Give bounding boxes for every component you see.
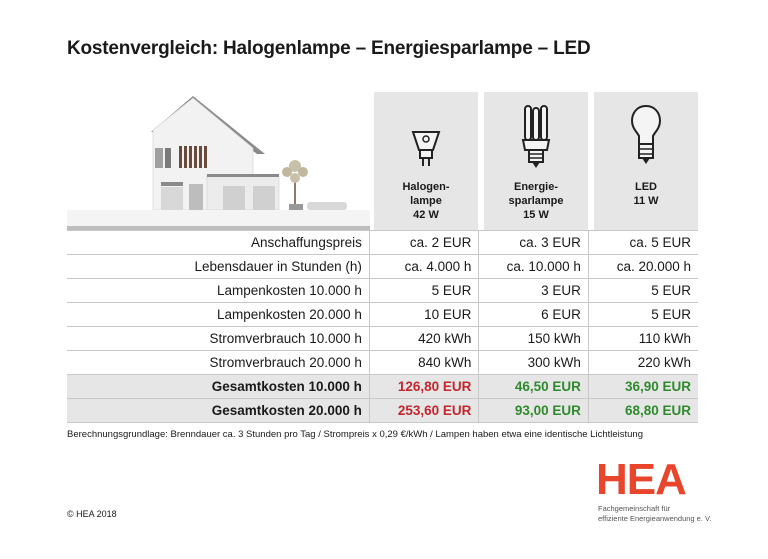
table-row <box>67 279 698 303</box>
lamp-power: 15 W <box>523 209 549 221</box>
halogen-total: 253,60 EUR <box>369 399 479 423</box>
led-value: 5 EUR <box>588 303 698 327</box>
total-row <box>67 375 698 399</box>
led-value: 5 EUR <box>588 279 698 303</box>
halogen-total: 126,80 EUR <box>369 375 479 399</box>
energy-saving-value: 6 EUR <box>479 303 589 327</box>
row-label: Lampenkosten 20.000 h <box>67 303 369 327</box>
table-row <box>67 327 698 351</box>
total-row <box>67 399 698 423</box>
led-value: 220 kWh <box>588 351 698 375</box>
halogen-label <box>374 180 478 222</box>
halogen-bulb-icon <box>410 128 442 170</box>
copyright: © HEA 2018 <box>67 509 117 519</box>
led-total: 68,80 EUR <box>588 399 698 423</box>
row-label: Lebensdauer in Stunden (h) <box>67 255 369 279</box>
row-label: Anschaffungspreis <box>67 231 369 255</box>
halogen-value: 840 kWh <box>369 351 479 375</box>
led-total: 36,90 EUR <box>588 375 698 399</box>
table-row <box>67 255 698 279</box>
table-row <box>67 351 698 375</box>
halogen-value: ca. 4.000 h <box>369 255 479 279</box>
led-label <box>594 180 698 208</box>
row-label: Stromverbrauch 10.000 h <box>67 327 369 351</box>
total-label: Gesamtkosten 10.000 h <box>67 375 369 399</box>
energy-saving-label <box>484 180 588 222</box>
hea-logo <box>596 458 706 498</box>
logo-sub-line1: Fachgemeinschaft für <box>598 504 671 513</box>
lamp-name-line2: lampe <box>410 195 442 207</box>
energy-saving-value: ca. 10.000 h <box>479 255 589 279</box>
led-value: 110 kWh <box>588 327 698 351</box>
energy-saving-total: 46,50 EUR <box>479 375 589 399</box>
energy-saving-value: 150 kWh <box>479 327 589 351</box>
cost-comparison-table <box>67 230 698 423</box>
row-label: Stromverbrauch 20.000 h <box>67 351 369 375</box>
row-label: Lampenkosten 10.000 h <box>67 279 369 303</box>
led-bulb-icon <box>629 104 663 170</box>
logo-subtitle <box>598 504 711 523</box>
table-row <box>67 303 698 327</box>
calculation-footnote: Berechnungsgrundlage: Brenndauer ca. 3 Stunden pro Tag / Strompreis x 0,29 €/kWh / Lampen haben etwa eine identische Lichtleistung <box>67 429 643 440</box>
halogen-value: ca. 2 EUR <box>369 231 479 255</box>
lamp-name-line1: Energie- <box>513 181 558 193</box>
led-value: ca. 20.000 h <box>588 255 698 279</box>
table-row <box>67 231 698 255</box>
logo-text: HEA <box>596 458 686 498</box>
halogen-value: 420 kWh <box>369 327 479 351</box>
energy-saving-total: 93,00 EUR <box>479 399 589 423</box>
house-illustration <box>67 92 370 230</box>
total-label: Gesamtkosten 20.000 h <box>67 399 369 423</box>
lamp-power: 42 W <box>413 209 439 221</box>
energy-saving-bulb-icon <box>519 104 553 170</box>
led-header <box>594 92 698 230</box>
lamp-power: 11 W <box>633 195 659 207</box>
energy-saving-value: 3 EUR <box>479 279 589 303</box>
page-title: Kostenvergleich: Halogenlampe – Energiesparlampe – LED <box>67 38 591 59</box>
lamp-name-line1: LED <box>635 181 657 193</box>
energy-saving-header <box>484 92 588 230</box>
halogen-value: 10 EUR <box>369 303 479 327</box>
led-value: ca. 5 EUR <box>588 231 698 255</box>
energy-saving-value: 300 kWh <box>479 351 589 375</box>
lamp-name-line1: Halogen- <box>402 181 450 193</box>
halogen-value: 5 EUR <box>369 279 479 303</box>
lamp-name-line2: sparlampe <box>508 195 564 207</box>
energy-saving-value: ca. 3 EUR <box>479 231 589 255</box>
halogen-header <box>374 92 478 230</box>
logo-sub-line2: effiziente Energieanwendung e. V. <box>598 513 712 523</box>
